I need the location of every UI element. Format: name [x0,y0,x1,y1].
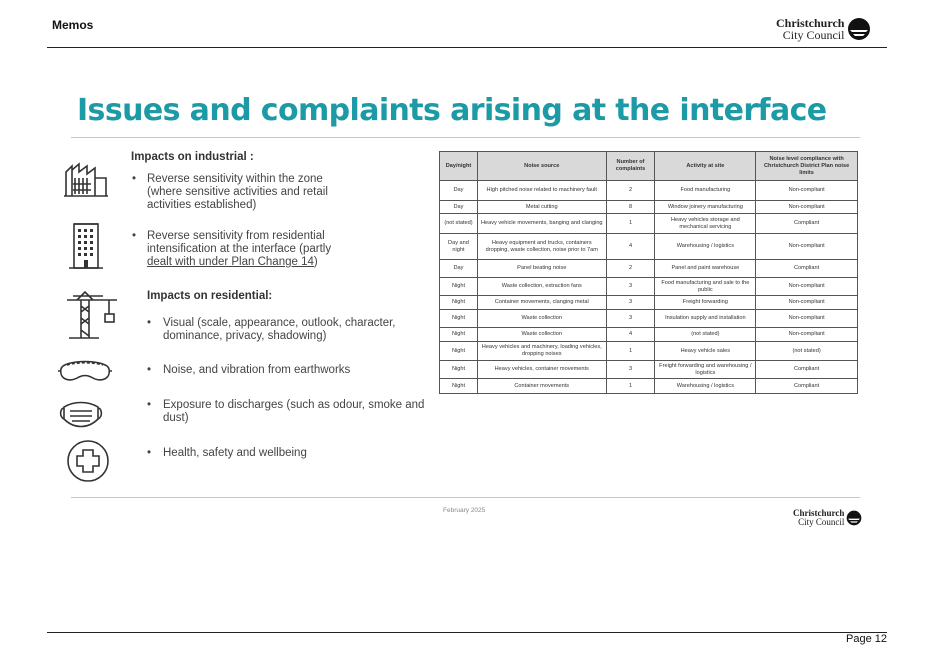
table-cell: Night [440,379,478,394]
bullet-marker: • [147,447,152,459]
table-cell: Compliant [756,214,858,234]
table-cell: Warehousing / logistics [655,379,756,394]
table-cell: Non-compliant [756,234,858,260]
table-cell: Heavy vehicle sales [655,342,756,361]
construction-crane-icon [63,290,121,342]
table-header-row [440,152,858,181]
table-cell: 3 [606,278,655,296]
table-cell: Waste collection, extraction fans [477,278,606,296]
table-cell: Freight forwarding and warehousing / logistics [655,361,756,379]
logo-line-2: City Council [782,28,845,42]
table-row [440,379,858,394]
table-row [440,296,858,310]
table-cell: Non-compliant [756,328,858,342]
table-cell: 1 [606,214,655,234]
table-cell: Insulation supply and installation [655,310,756,328]
table-cell: Panel beating noise [477,260,606,278]
council-emblem-icon [847,17,871,41]
council-logo [776,17,871,41]
table-cell: Warehousing / logistics [655,234,756,260]
table-row [440,214,858,234]
table-row [440,328,858,342]
footer-council-logo [793,509,862,527]
table-cell: 8 [606,201,655,214]
memo-header-title: Memos [52,18,94,32]
table-cell: 1 [606,342,655,361]
residential-noise-bullet: Noise, and vibration from earthworks [163,364,351,376]
table-cell: Day [440,181,478,201]
table-cell: Heavy vehicles, container movements [477,361,606,379]
table-cell: Container movements [477,379,606,394]
residential-heading: Impacts on residential: [147,290,273,302]
footer-logo-line-1: Christchurch [793,508,845,518]
noise-complaints-table [439,151,858,394]
residential-visual-bullet: Visual (scale, appearance, outlook, character, dominance, privacy, shadowing) [163,317,396,342]
table-cell: Night [440,296,478,310]
table-cell: Window joinery manufacturing [655,201,756,214]
table-row [440,201,858,214]
bullet-marker: • [147,399,152,411]
table-cell: 4 [606,328,655,342]
table-cell: Food manufacturing and sale to the public [655,278,756,296]
residential-discharge-bullet: Exposure to discharges (such as odour, smoke and dust) [163,399,425,424]
plan-change-14-link[interactable]: dealt with under Plan Change 14 [147,256,314,268]
table-cell: 1 [606,379,655,394]
table-cell: Container movements, clanging metal [477,296,606,310]
column-header: Number of complaints [606,152,655,181]
table-cell: Heavy vehicles and machinery, loading vehicles, dropping noises [477,342,606,361]
table-cell: (not stated) [440,214,478,234]
slide-title: Issues and complaints arising at the interface [77,93,827,128]
logo-line-1: Christchurch [776,16,845,30]
table-cell: Panel and paint warehouse [655,260,756,278]
footer-logo-line-2: City Council [798,517,845,527]
industrial-heading: Impacts on industrial : [131,151,254,163]
table-cell: Night [440,278,478,296]
bullet-marker: • [132,173,137,185]
medical-cross-icon [66,439,110,483]
factory-icon [63,160,109,198]
table-cell: Compliant [756,260,858,278]
table-cell: 3 [606,361,655,379]
footer-page-rule [47,632,887,633]
table-cell: (not stated) [756,342,858,361]
table-cell: Night [440,328,478,342]
table-cell: Non-compliant [756,278,858,296]
footer-council-emblem-icon [846,510,862,526]
table-cell: Freight forwarding [655,296,756,310]
table-cell: Night [440,361,478,379]
table-cell: Waste collection [477,310,606,328]
table-cell: Non-compliant [756,181,858,201]
apartment-building-icon [68,220,104,270]
face-mask-icon [58,397,104,431]
table-cell: Waste collection [477,328,606,342]
bullet-marker: • [147,364,152,376]
table-cell: Day [440,260,478,278]
column-header: Noise level compliance with Christchurch District Plan noise limits [756,152,858,181]
footer-rule [71,497,860,498]
table-cell: Food manufacturing [655,181,756,201]
table-cell: Heavy vehicles storage and mechanical servicing [655,214,756,234]
table-cell: 3 [606,310,655,328]
table-cell: Day and night [440,234,478,260]
table-row [440,342,858,361]
residential-health-bullet: Health, safety and wellbeing [163,447,307,459]
table-cell: 4 [606,234,655,260]
table-cell: Heavy equipment and trucks, containers dropping, waste collection, noise prior to 7am [477,234,606,260]
table-cell: 3 [606,296,655,310]
table-cell: Heavy vehicle movements, banging and clanging [477,214,606,234]
table-cell: High pitched noise related to machinery fault [477,181,606,201]
industrial-bullet-1: Reverse sensitivity within the zone (where sensitive activities and retail activities established) [147,173,328,211]
bullet-marker: • [132,230,137,242]
table-row [440,278,858,296]
table-cell: Non-compliant [756,310,858,328]
column-header: Noise source [477,152,606,181]
industrial-bullet-2: Reverse sensitivity from residential intensification at the interface (partly dealt with under Plan Change 14) [147,230,332,268]
table-row [440,260,858,278]
table-cell: Night [440,310,478,328]
title-underline [71,137,860,138]
column-header: Activity at site [655,152,756,181]
table-cell: Night [440,342,478,361]
table-row [440,361,858,379]
table-cell: Compliant [756,379,858,394]
table-row [440,234,858,260]
table-cell: Metal cutting [477,201,606,214]
table-row [440,181,858,201]
table-cell: Non-compliant [756,296,858,310]
table-cell: (not stated) [655,328,756,342]
page-number: Page 12 [846,633,887,645]
table-cell: Day [440,201,478,214]
column-header: Day/night [440,152,478,181]
table-row [440,310,858,328]
footer-date: February 2025 [443,507,486,514]
table-cell: 2 [606,260,655,278]
table-cell: Compliant [756,361,858,379]
sleep-mask-icon [57,357,113,385]
header-rule [47,47,887,48]
table-cell: Non-compliant [756,201,858,214]
bullet-marker: • [147,317,152,329]
table-cell: 2 [606,181,655,201]
